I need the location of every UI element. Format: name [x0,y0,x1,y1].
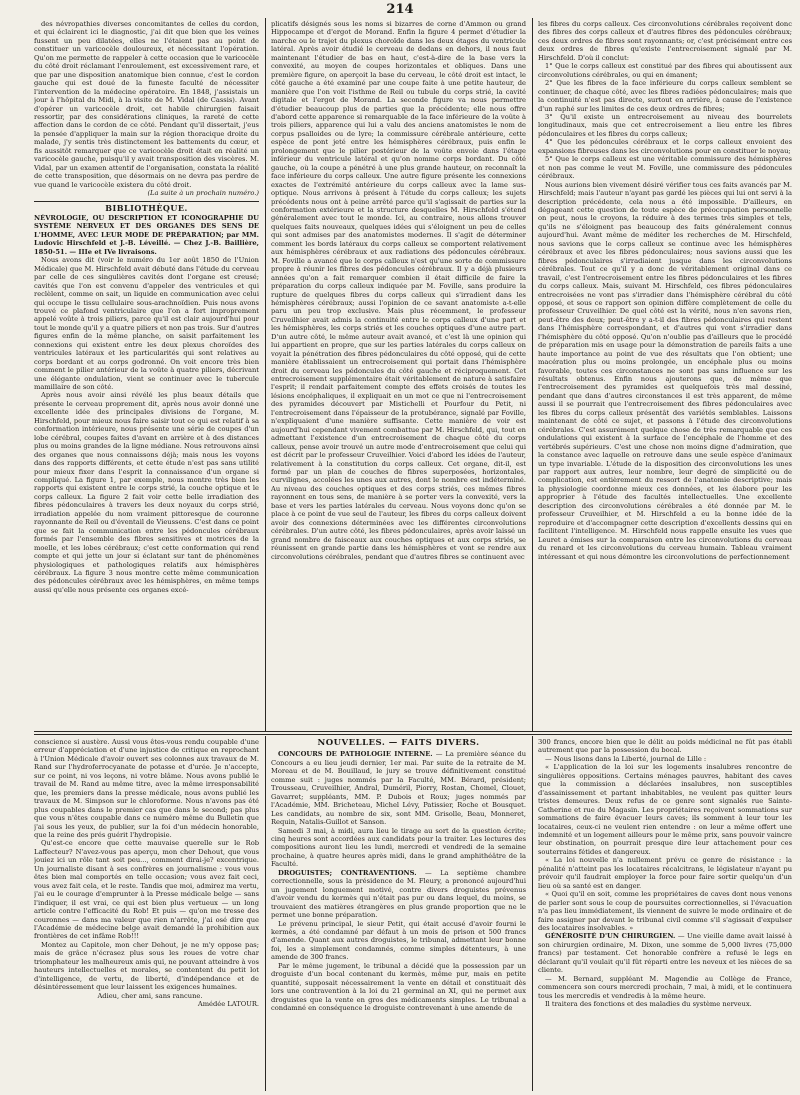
section-divider [34,201,259,202]
column-2 [271,20,526,729]
review-paragraph: Nous avons dit (voir le numéro du 1er août 1850 de l'Union Médicale) que M. Hirschfeld avait débuté dans l'étude du cerveau par celle de ces singulières cavités dont l'organe est creusé; cavités que l'on est convenu d'appeler des ventricules et qui reclèlent, comme on sait, un liquide en communication avec celui qui occupe le tissu cellulaire sous-arachnoïdien. Puis nous avons trouvé ce plafond ventriculaire que l'on a fort improprement appelé voûte à trois piliers, parce qu'il est clair aujourd'hui pour tout le monde qu'il y a quatre piliers et non pas trois. Sur d'autres figures enfin de la même planche, on saisit parfaitement les connexions qui existent entre les deux plexus choroïdes des ventricules latéraux et les particularités qui sont relatives au corps bordant et au corps godronné. On voit encore très bien comment le pilier antérieur de la voûte à quatre piliers, décrivant une élégante ondulation, vient se continuer avec le tubercule mamillaire de son côté. [34,256,259,392]
column-1 [34,20,259,729]
review-continuation: les fibres du corps calleux. Ces circonvolutions cérébrales reçoivent donc des fibres des corps calleux et d'autres fibres des pédoncules cérébraux; ces deux ordres de fibres sont rayonnants; or, c'est précisément entre ces deux ordres de fibres qu'existe l'entrecroisement signalé par M. Hirschfeld. D'où il conclut: [538,20,792,62]
news-item: Samedi 3 mai, à midi, aura lieu le tirage au sort de la question écrite; cinq heures sont accordées aux candidats pour la traiter. Les lectures des compositions auront lieu les lundi, mercredi et vendredi de la semaine prochaine, à quatre heures après midi, dans le grand amphithéâtre de la Faculté. [271,826,526,869]
news-label: GÉNÉROSITÉ D'UN CHIRURGIEN. [545,932,676,941]
letter-closing: Adieu, cher ami, sans rancune. [97,991,203,1000]
article-continuation: des névropathies diverses concomitantes de celles du cordon, et qui éclairent ici le diagnostic, j'ai dit que bien que les veines fussent un peu dilatées, elles ne l'étaient pas au point de constituer un varicocèle douloureux, et nécessitant l'opération. Qu'on me permette de rappeler à cette occasion que le varicocèle du côté droit réclamant l'enroulement, est excessivement rare, et que par une disposition anatomique bien connue, c'est le cordon gauche qui est doué de la funeste faculté de nécessiter l'intervention de la médecine opératoire. En 1848, j'assistais un jour à l'hôpital du Midi, à la visite de M. Vidal (de Cassis). Avant d'opérer un varicocèle droit, cet habile chirurgien faisait ressortir, par des considérations cliniques, la rareté de cette affection dans le cordon de ce côté. Pendant qu'il dissertait, j'eus la pensée d'appliquer la main sur la région thoracique droite du malade, j'y sentis très distinctement les battements du cœur, et fis aussitôt remarquer que ce varicocèle droit était en réalité un varicocèle gauche, puisqu'il y avait transposition des viscères. M. Vidal, par un examen attentif de l'organisation, constata la réalité de cette transposition, que désormais on ne devra pas perdre de vue quand le varicocèle existera du côté droit. [34,20,259,189]
column-divider [532,736,533,1091]
news-item: — Une vieille dame avait laissé à son chirurgien ordinaire, M. Dixon, une somme de 5,000 livres (75,000 francs) par testament. Cet honorable confrère a refusé le legs en déclarant qu'il voulait qu'il fût réparti entre les neveux et les nièces de sa cliente. [538,932,792,975]
review-continuation: plicatifs désignés sous les noms si bizarres de corne d'Ammon ou grand Hippocampe et d'ergot de Morand. Enfin la figure 4 permet d'étudier la marche ou le trajet du plexus choroïde dans les deux étages du ventricule latéral. Après avoir étudié le cerveau de dedans en dehors, il nous faut maintenant l'étudier de bas en haut, c'est-à-dire de la base vers la convexité, au moyen de coupes horizontales et obliques. Dans une première figure, on aperçoit la base du cerveau, le côté droit est intact, le côté gauche a été examiné par une coupe faite à une petite hauteur, de manière que l'on voit l'isthme de Reil ou tubule du corps strié, la cavité digitale et l'ergot de Morand. La seconde figure va nous permettre d'étudier beaucoup plus de parties que la précédente; elle nous offre d'abord cette apparence si remarquable de la face inférieure de la voûte à trois piliers, apparence qui lui a valu des anciens anatomistes le nom de corpus psalloides ou de lyre; la commissure cérébrale antérieure, cette espèce de pont jeté entre les hémisphères cérébraux, puis enfin le prolongement que le pilier postérieur de la voûte envoie dans l'étage inférieur du ventricule latéral et qu'on nomme corps bordant. Du côté gauche, où la coupe a pénétré à une plus grande hauteur, on reconnaît la face inférieure du corps calleux. Une autre figure présente les connexions exactes de l'extrémité antérieure du corps calleux avec la lame sus-optique. Nous arrivons à présent à l'étude du corps calleux; les sujets précédents nous ont à peine arrêté parce qu'il s'agissait de parties sur la conformation extérieure et la structure desquelles M. Hirschfeld s'étend généralement avec tout le monde. Ici, au contraire, nous allons trouver quelques faits nouveaux, quelques idées qui s'éloignent un peu de celles qui sont admises par des anatomistes modernes. Il s'agit de déterminer comment les bords latéraux du corps calleux se comportent relativement aux hémisphères cérébraux et aux radiations des pédoncules cérébraux. M. Foville a avancé que le corps calleux n'est qu'une sorte de commissure propre à réunir les fibres des pédoncules cérébraux. Il y a déjà plusieurs années qu'on a fait remarquer combien il était difficile de faire la préparation du corps calleux indiquée par M. Foville, sans produire la rupture de quelques fibres du corps calleux qui s'irradient dans les hémisphères cérébraux; aussi l'opinion de ce savant anatomiste a-t-elle paru un peu trop exclusive. Mais plus récemment, le professeur Cruveilhier avait admis la continuité entre le corps calleux d'une part et les hémisphères, les corps striés et les couches optiques d'une autre part. D'un autre côté, le même auteur avait avancé, et c'est là une opinion qui lui appartient en propre, que sur les parties latérales du corps calleux on voyait la pénétration des fibres pédonculaires du côté opposé, qui de cette manière établissaient un entrecroisement qui portait dans l'hémisphère droit du cerveau les pédoncules du côté gauche et réciproquement. Cet entrecroisement supplémentaire était véritablement de nature à satisfaire l'esprit; il rendait parfaitement compte des effets croisés de toutes les lésions encéphaliques, il expliquait en un mot ce que ni l'entrecroisement des pyramides découvert par Mistichelli et Pourfour du Petit, ni l'entrecroisement dans l'épaisseur de la protubérance, signalé par Foville, n'expliquaient d'une manière suffisante. Cette manière de voir est aujourd'hui cependant vivement combattue par M. Hirschfeld, qui, tout en admettant l'existence d'un entrecroisement de chaque côté du corps calleux, pense avoir trouvé un autre mode d'entrecroisement que celui qui est décrit par le professeur Cruveilhier. Voici d'abord les idées de l'auteur, relativement à la constitution du corps calleux. Cet organe, dit-il, est formé par un plan de couches de fibres superposées, horizontales, curvilignes, accolées les unes aux autres, dont le nombre est indéterminé. Au niveau des couches optiques et des corps striés, ces mêmes fibres rayonnent en tous sens, de manière à se porter vers la convexité, vers la base et vers les parties latérales du cerveau. Nous voyons donc qu'on se place à ce point de vue seul de l'auteur, les fibres du corps calleux doivent avoir des connexions déterminées avec les différentes circonvolutions cérébrales. D'un autre côté, les fibres pédonculaires, après avoir laissé un grand nombre de faisceaux aux couches optiques et aux corps striés, se réunissent en grande partie dans les hémisphères et vont se rendre aux circonvolutions cérébrales, pendant que d'autres fibres se continuent avec [271,20,526,561]
signature: Amédée LATOUR. [197,1000,259,1009]
news-item: Par le même jugement, le tribunal a décidé que la possession par un droguiste d'un bocal contenant du kermès, même pur, mais en petite quantité, supposait nécessairement la vente en détail et constituait dès lors une contravention à la loi du 21 germinal an XI, qui ne permet aux droguistes que la vente en gros des médicaments simples. Le tribunal a condamné en conséquence le droguiste contrevenant à une amende de [271,961,526,1013]
news-item: 300 francs, encore bien que le délit au poids médicinal ne fût pas établi autrement que par la possession du bocal. [538,738,792,755]
column-3 [538,20,792,729]
column-divider [265,18,266,731]
news-item: Le prévenu principal, le sieur Petit, qui était accusé d'avoir fourni le kermès, a été condamné par défaut à un mois de prison et 500 francs d'amende. Quant aux autres droguistes, le tribunal, admettant leur bonne foi, les a simplement condamnés, comme simples détenteurs, à une amende de 300 francs. [271,919,526,962]
review-paragraph: Après nous avoir ainsi révélé les plus beaux détails que présente le cerveau proprement dit, après nous avoir donné une excellente idée des principales divisions de l'organe, M. Hirschfeld, pour mieux nous faire saisir tout ce qui est relatif à sa conformation intérieure, nous présente une série de coupes d'un lobe cérébral, coupes faites d'avant en arrière et à des distances plus ou moins grandes de la ligne médiane. Nous retrouvons ainsi des organes que nous connaissons déjà; mais nous les voyons dans des rapports différents, et cette étude n'est pas sans utilité pour mieux fixer dans l'esprit la connaissance d'un organe si compliqué. La figure 1, par exemple, nous montre très bien les rapports qui existent entre le corps strié, la couche optique et le corps calleux. La figure 2 fait voir cette belle irradiation des fibres pédonculaires à travers les deux noyaux du corps strié, irradiation appelée du nom vraiment pittoresque de couronne rayonnante de Reil ou d'éventail de Vieussens. C'est dans ce point que se fait la communication entre les pédoncules cérébraux formés par l'ensemble des fibres sensitives et motrices de la moelle, et les lobes cérébraux; c'est cette conformation qui rend compte et qui jette un jour si éclatant sur tant de phénomènes physiologiques et pathologiques relatifs aux hémisphères cérébraux. La figure 3 nous montre cette même communication des pédoncules cérébraux avec les hémisphères, en même temps aussi qu'elle nous présente ces organes excé- [34,391,259,594]
conclusion-item: 3° Qu'il existe un entrecroisement au niveau des bourrelets longitudinaux, mais que cet entrecroisement a lieu entre les fibres pédonculaires et les fibres du corps calleux; [538,112,792,138]
news-item: « L'application de la loi sur les logements insalubres rencontre de singulières oppositions. Certains ménages pauvres, habitant des caves que la commission a déclarées insalubres, non susceptibles d'assainissement et partant inhabitables, ne veulent pas quitter leurs tristes demeures. Deux refus de ce genre sont signalés rue Sainte-Catherine et rue du Magasin. Les propriétaires reçoivent sommations sur sommations de faire évacuer leurs caves; ils somment à leur tour les locataires, ceux-ci ne veulent rien entendre : on leur a même offert une indemnité et un logement ailleurs pour le même prix, sans pouvoir vaincre leur obstination, on pourrait presque dire leur attachement pour ces souterrains fétides et dangereux. [538,763,792,856]
section-heading-bibliotheque: BIBLIOTHÈQUE. [105,202,188,213]
section-divider [34,731,792,732]
column-divider [265,736,266,1091]
conclusion-item: 2° Que les fibres de la face inférieure du corps calleux semblent se continuer, de chaque côté, avec les fibres radiées pédonculaires; mais que la continuité n'est pas directe, surtout en arrière, à cause de l'existence d'un raphé sur les limites de ces deux ordres de fibres; [538,79,792,113]
news-item: — Nous lisons dans la Liberté, journal de Lille : [545,754,707,763]
letter-paragraph: conscience si austère. Aussi vous êtes-vous rendu coupable d'une erreur d'appréciation et d'une injustice de critique en reprochant à l'Union Médicale d'avoir ouvert ses colonnes aux travaux de M. Rand sur l'hydroferrocyanate de potasse et d'urée. Je n'accepte, sur ce point, ni vos leçons, ni votre blâme. Nous avons publié le travail de M. Rand au même titre, avec la même irresponsabilité que, les premiers dans la presse médicale, nous avons publié les travaux de M. Simpson sur le chloroforme. Nous n'avons pas été plus coupables dans le premier cas que dans le second; pas plus que vous n'êtes coupable dans ce numéro même du Bulletin que j'ai sous les yeux, de publier, sur la foi d'un médecin honorable, que la reine des prés guérit l'hydropisie. [34,738,259,839]
conclusion-item: 1° Que le corps calleux est constitué par des fibres qui aboutissent aux circonvolutions cérébrales, ou qui en émanent; [538,62,792,79]
news-label: DROGUISTES; CONTRAVENTIONS. [278,868,417,877]
conclusion-item: 4° Que les pédoncules cérébraux et le corps calleux envoient des expansions fibreuses dans les circonvolutions pour en constituer le noyau; [538,138,792,155]
section-heading-nouvelles: NOUVELLES. — FAITS DIVERS. [317,738,480,748]
news-item: Il traitera des fonctions et des maladies du système nerveux. [545,1000,752,1009]
page-number: 214 [386,2,414,17]
bottom-column-2 [271,738,526,1091]
news-item: — La septième chambre correctionnelle, sous la présidence de M. Fleury, a prononcé aujourd'hui un jugement longuement motivé, contre divers droguistes prévenus d'avoir vendu du kermès qui n'était pas pur ou dans lequel, du moins, se trouvaient des matières étrangères en plus grande proportion que ne le permet une bonne préparation. [271,868,526,920]
letter-paragraph: Qu'est-ce encore que cette mauvaise querelle sur le Rob Laffecteur? N'avez-vous pas aperçu, mon cher Dehout, que vous jouiez ici un rôle tant soit peu..., comment dirai-je? excentrique. Un journaliste disant à ses confrères en journalisme : vous vous êtes bien mal comportés en telle occasion; vous avez fait ceci, vous avez fait cela, et le reste. Tandis que moi, admirez ma vertu, j'ai eu le courage d'emprunter à la Presse médicale belge — sans l'indiquer, il est vrai, ce qui est bien plus vertueux — un long article contre l'efficacité du Rob! Et puis — qu'on me tresse des couronnes — dans ma valeur que rien n'arrête, j'ai osé dire que l'Académie de médecine belge avait demandé la prohibition aux frontières de cet infâme Rob!!! [34,839,259,941]
letter-paragraph: Montez au Capitole, mon cher Dehout, je ne m'y oppose pas; mais de grâce n'écrasez plus sous les roues de votre char triomphateur les malheureux amis qui, ne pouvant atteindre à vos hauteurs intellectuelles et morales, se contentent du petit lot d'intelligence, de vertu, de liberté, d'indépendance et de désintéressement que leur laissent les exigences humaines. [34,940,259,992]
news-item: « La loi nouvelle n'a nullement prévu ce genre de résistance : la pénalité n'atteint pas les locataires récalcitrans, le législateur n'ayant pu prévoir qu'il faudrait employer la force pour faire sortir quelqu'un d'un lieu où sa santé est en danger. [538,856,792,890]
news-label: CONCOURS DE PATHOLOGIE INTERNE. [278,750,433,759]
column-divider [532,18,533,731]
bottom-column-3 [538,738,792,1091]
news-item: — M. Bernard, suppléant M. Magendie au Collège de France, commencera son cours mercredi prochain, 7 mai, à midi, et le continuera tous les mercredis et vendredis à la même heure. [538,974,792,1000]
news-item: — La première séance du Concours a eu lieu jeudi dernier, 1er mai. Par suite de la retraite de M. Moreau et de M. Bouillaud, le jury se trouve définitivement constitué comme suit : juges nommés par la Faculté, MM. Bérard, président; Trousseau, Cruveilhier, Andral, Duméril, Piorry, Rostan, Chomel, Clouet, Gavarret; suppléants, MM. P. Dubois et Roux; juges nommés par l'Académie, MM. Bricheteau, Michel Lévy, Patissier, Roche et Bousquet. Les candidats, au nombre de six, sont MM. Grisolle, Beau, Monneret, Requin, Natalis-Guillot et Sanson. [271,750,526,827]
conclusion-item: 5° Que le corps calleux est une véritable commissure des hémisphères et non pas comme le veut M. Foville, une commissure des pédoncules cérébraux. [538,155,792,181]
book-title: NÉVROLOGIE, OU DESCRIPTION ET ICONOGRAPHIE DU SYSTÈME NERVEUX ET DES ORGANES DES SENS DE L'HOMME, AVEC LEUR MODE DE PRÉPARATION; par MM. Ludovic Hirschfeld et J.-B. Léveillé. — Chez J.-B. Baillière, 1850-51. — IIIe et IVe livraisons. [34,213,259,256]
section-divider [34,734,792,735]
news-item: « Quoi qu'il en soit, comme les propriétaires de caves dont nous venons de parler sont sous le coup de poursuites correctionnelles, si l'évacuation n'a pas lieu immédiatement, ils viennent de suivre le mode ordinaire et de faire assigner par devant le tribunal civil comme s'il s'agissait d'expulser des locataires insolvables. » [538,890,792,932]
review-paragraph: Nous aurions bien vivement désiré vérifier tous ces faits avancés par M. Hirschfeld; mais l'auteur n'ayant pas gardé les pièces qui lui ont servi à la description précédente, cela nous a été impossible. D'ailleurs, en dégageant cette question de toute espèce de préoccupation personnelle on peut, nous le croyons, la réduire à des termes très simples et tels, qu'ils ne s'éloignent pas beaucoup des faits généralement connus aujourd'hui. Avant même de méditer les recherches de M. Hirschfeld, nous savions que le corps calleux se continue avec les hémisphères cérébraux et avec les fibres pédonculaires; nous savions aussi que les fibres pédonculaires s'irradiaient jusque dans les circonvolutions cérébrales. Tout ce qu'il y a donc de véritablement original dans ce travail, c'est l'entrecroisement entre les fibres pédonculaires et les fibres du corps calleux. Mais, suivant M. Hirschfeld, ces fibres pédonculaires entrecroisées ne vont pas s'irradier dans l'hémisphère cérébral du côté opposé, et sous ce rapport son opinion diffère complètement de celle du professeur Cruveilhier. De quel côté est la vérité, nous n'en savons rien, peut-être des deux; peut-être y a-t-il des fibres pédonculaires qui restent dans l'hémisphère correspondant, et d'autres qui vont s'irradier dans l'hémisphère du côté opposé. Qu'on n'oublie pas d'ailleurs que le procédé de préparation mis en usage pour la démonstration de pareils faits a une haute importance au point de vue des résultats que l'on obtient; une macération plus ou moins prolongée, un encéphale plus ou moins favorable, toutes ces circonstances ne sont pas sans influence sur les résultats obtenus. Enfin nous ajouterons que, de même que l'entrecroisement des pyramides est quelquefois très mal dessiné, pendant que dans d'autres circonstances il est très apparent, de même aussi il se pourrait que l'entrecroisement des fibres pédonculaires avec les fibres du corps calleux présentât des variétés semblables. Laissons maintenant de côté ce sujet, et passons à l'étude des circonvolutions cérébrales. C'est assurément quelque chose de très remarquable que ces ondulations qui existent à la surface de l'encéphale de l'homme et des vertébrés supérieurs. C'est une chose non moins digne d'admiration, que la constance avec laquelle on retrouve dans une seule espèce d'animaux un type invariable. L'étude de la disposition des circonvolutions les unes par rapport aux autres, leur nombre, leur degré de simplicité ou de complication, est entièrement du ressort de l'anatomie descriptive; mais la physiologie coordonne mieux ces données, et les élabore pour les approprier à l'étude des facultés intellectuelles. Une excellente description des circonvolutions cérébrales a été donnée par M. le professeur Cruveilhier, et M. Hirschfeld a eu la bonne idée de la reproduire et d'accompagner cette description d'excellents dessins qui en facilitent l'intelligence. M. Hirschfeld nous rappelle ensuite les vues que Leuret a émises sur la comparaison entre les circonvolutions du cerveau du renard et les circonvolutions du cerveau humain. Tableau vraiment intéressant et qui nous démontre les circonvolutions de perfectionnement [538,180,792,561]
bottom-column-1 [34,738,259,1091]
continuation-note: (La suite à un prochain numéro.) [147,189,259,198]
